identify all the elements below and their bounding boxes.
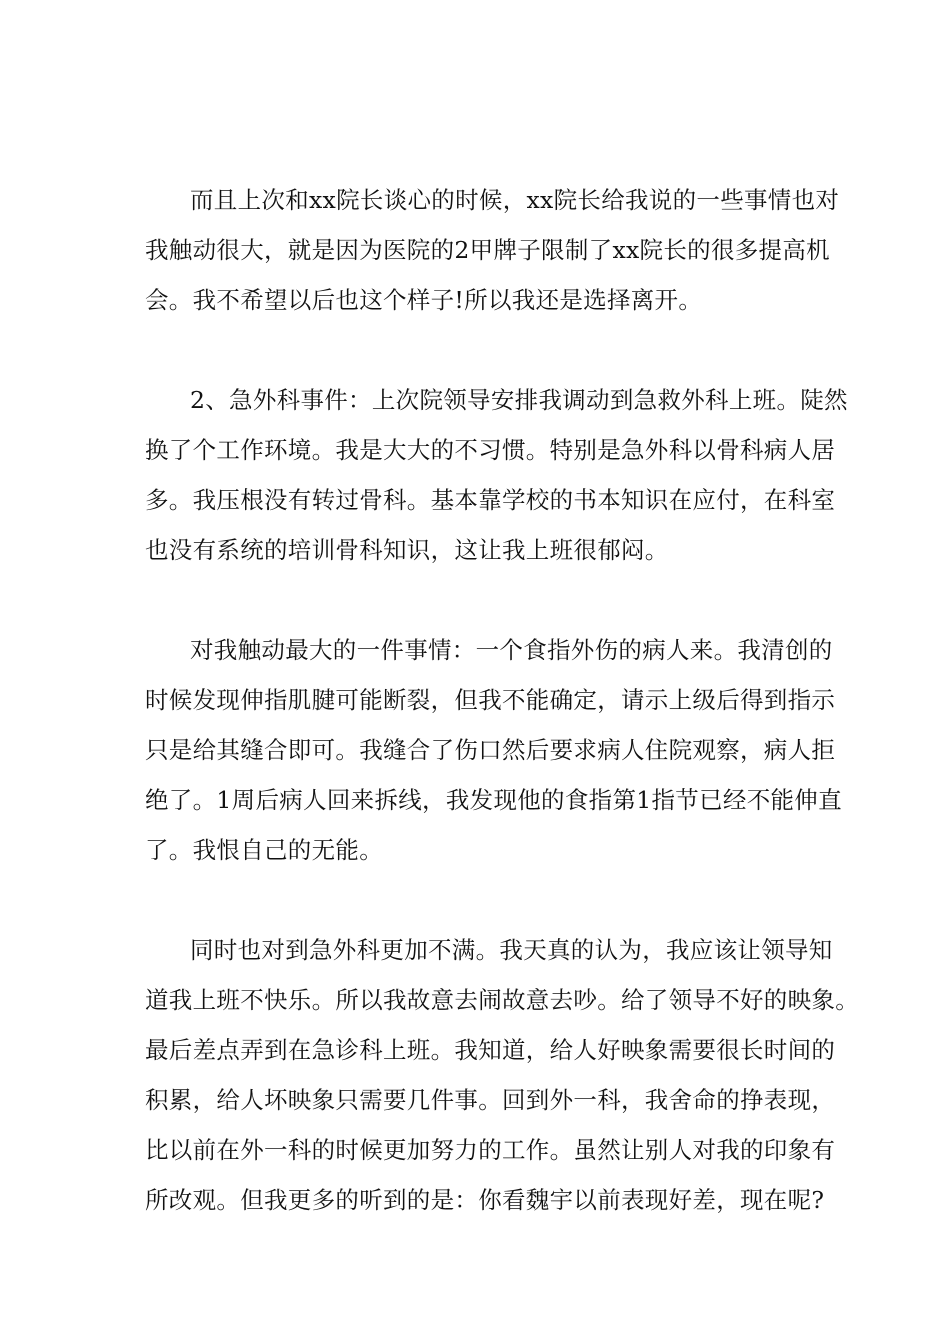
paragraph-4-line-6: 所改观。但我更多的听到的是：你看魏宇以前表现好差，现在呢? (145, 1186, 825, 1214)
paragraph-1-line-2: 我触动很大，就是因为医院的2甲牌子限制了xx院长的很多提高机 (145, 236, 830, 264)
paragraph-3-line-4: 绝了。1周后病人回来拆线，我发现他的食指第1指节已经不能伸直 (145, 786, 842, 814)
paragraph-4-line-3: 最后差点弄到在急诊科上班。我知道，给人好映象需要很长时间的 (145, 1036, 836, 1064)
paragraph-4-line-5: 比以前在外一科的时候更加努力的工作。虽然让别人对我的印象有 (145, 1136, 836, 1164)
paragraph-3-line-1: 对我触动最大的一件事情：一个食指外伤的病人来。我清创的 (190, 636, 833, 664)
paragraph-2-line-1: 2、急外科事件：上次院领导安排我调动到急救外科上班。陡然 (190, 386, 848, 414)
paragraph-2-line-4: 也没有系统的培训骨科知识，这让我上班很郁闷。 (145, 536, 669, 564)
paragraph-3-line-3: 只是给其缝合即可。我缝合了伤口然后要求病人住院观察，病人拒 (145, 736, 836, 764)
paragraph-3-line-2: 时候发现伸指肌腱可能断裂，但我不能确定，请示上级后得到指示 (145, 686, 836, 714)
paragraph-4-line-4: 积累，给人坏映象只需要几件事。回到外一科，我舍命的挣表现， (145, 1086, 836, 1114)
paragraph-4-line-1: 同时也对到急外科更加不满。我天真的认为，我应该让领导知 (190, 936, 833, 964)
paragraph-2-line-3: 多。我压根没有转过骨科。基本靠学校的书本知识在应付，在科室 (145, 486, 836, 514)
paragraph-4-line-2: 道我上班不快乐。所以我故意去闹故意去吵。给了领导不好的映象。 (145, 986, 859, 1014)
paragraph-1-line-3: 会。我不希望以后也这个样子!所以我还是选择离开。 (145, 286, 703, 314)
paragraph-2-line-2: 换了个工作环境。我是大大的不习惯。特别是急外科以骨科病人居 (145, 436, 836, 464)
paragraph-1-line-1: 而且上次和xx院长谈心的时候，xx院长给我说的一些事情也对 (190, 186, 840, 214)
paragraph-3-line-5: 了。我恨自己的无能。 (145, 836, 383, 864)
